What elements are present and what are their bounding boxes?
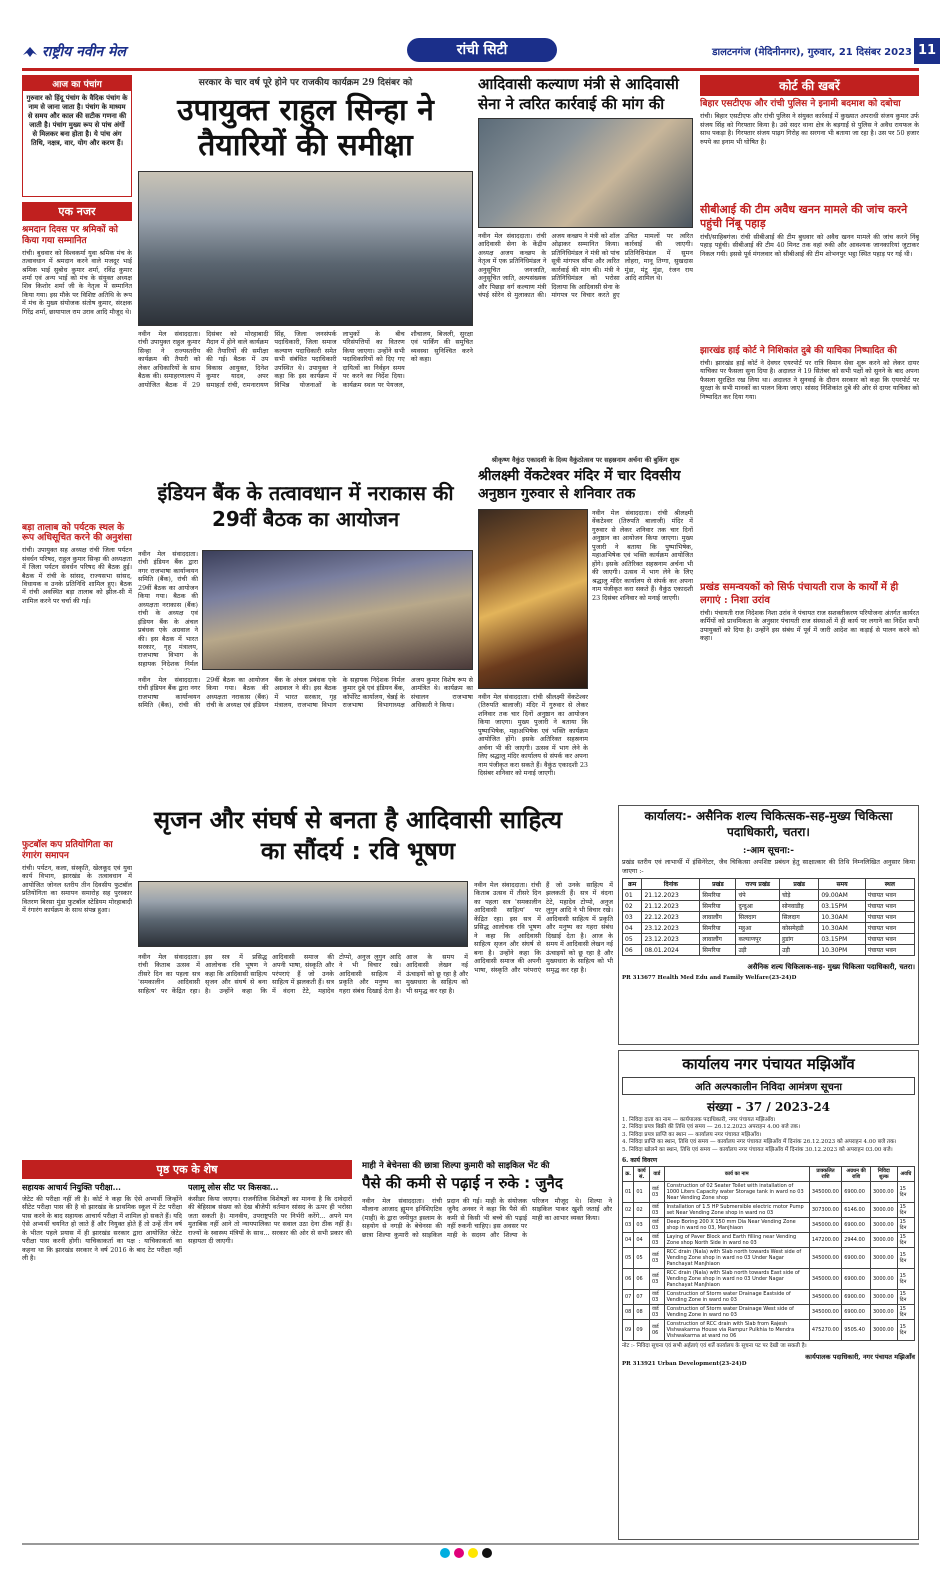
- bottom-s1-headline: सहायक आचार्य नियुक्ति परीक्षा...: [22, 1182, 121, 1192]
- mahi-story: [362, 1160, 612, 1538]
- table-row: [623, 934, 915, 945]
- panchang-title: आज का पंचांग: [23, 76, 131, 91]
- table-cell: 3000.00: [870, 1304, 897, 1319]
- table-cell: लावालौंग: [700, 934, 736, 945]
- table-cell: सिमरिया: [700, 923, 736, 934]
- main-body: नवीन मेल संवाददाता। रांची उपायुक्त राहुल कुमार सिन्हा ने राज्यस्तरीय कार्यक्रम की तैयारी को लेकर अधिकारियों के साथ बैठक की। समाहरणालय में आयोजित बैठक में 29 दिसंबर को मोरहाबादी मैदान में होने वाले कार्यक्रम की तैयारियों की समीक्षा की गई। बैठक में उप विकास आयुक्त, दिनेश कुमार यादव, अपर समाहर्ता रांची, रामनारायण सिंह, जिला जनसंपर्क पदाधिकारी, जिला समाज कल्याण पदाधिकारी समेत सभी संबंधित पदाधिकारी उपस्थित थे। उपायुक्त ने कहा कि इस कार्यक्रम में विभिन्न योजनाओं के लाभुकों के बीच परिसंपत्तियों का वितरण किया जाएगा। उन्होंने सभी पदाधिकारियों को दिए गए दायित्वों का निर्वहन समय पर करने का निर्देश दिया। कार्यक्रम स्थल पर पेयजल, शौचालय, बिजली, सुरक्षा एवं पार्किंग की समुचित व्यवस्था सुनिश्चित करने को कहा।: [138, 330, 473, 389]
- table-cell: 345000.00: [809, 1289, 841, 1304]
- dateline: डालटनगंज (मेदिनीनगर), गुरुवार, 21 दिसंबर 2023: [712, 47, 912, 58]
- notice-tender-subtitle: अति अल्पकालीन निविदा आमंत्रण सूचना: [622, 1077, 915, 1095]
- table-cell: 21.12.2023: [642, 890, 700, 901]
- notice-health-col-header: क्रम: [623, 879, 642, 890]
- print-registration-marks: [440, 1548, 492, 1558]
- bank-body-cont: नवीन मेल संवाददाता। रांची इंडियन बैंक द्वारा नगर राजभाषा कार्यान्वयन समिति (बैंक), रांची की 29वीं बैठक का आयोजन किया गया। बैठक की अध्यक्षता नराकास (बैंक) रांची के अध्यक्ष एवं इंडियन बैंक के अंचल प्रबंधक एके अग्रवाल ने की। इस बैठक में भारत सरकार, गृह मंत्रालय, राजभाषा विभाग के सहायक निदेशक निर्मल कुमार दुबे एवं इंडियन बैंक, कॉर्पोरेट कार्यालय, चेन्नई के राजभाषा विभागाध्यक्ष अजय कुमार विशेष रूप से आमंत्रित थे। कार्यक्रम का संचालन राजभाषा अधिकारी ने किया।: [138, 676, 473, 710]
- notice-health-table: [622, 878, 915, 956]
- mandir-body-cont: नवीन मेल संवाददाता। रांची श्रीलक्ष्मी वेंकटेश्वर (तिरुपति बालाजी) मंदिर में गुरुवार से लेकर शनिवार तक चार दिनों अनुष्ठान का आयोजन किया जाएगा। मुख्य पुजारी ने बताया कि पुष्पाभिषेक, महाअभिषेक एवं भक्ति कार्यक्रम आयोजित होंगे। इसके अतिरिक्त सहस्रनाम अर्चना भी की जाएगी। उत्सव में भाग लेने के लिए श्रद्धालु मंदिर कार्यालय से संपर्क कर अपना नाम पंजीकृत करा सकते हैं। वैकुंठ एकादशी 23 दिसंबर शनिवार को मनाई जाएगी।: [478, 693, 588, 778]
- table-cell: RCC drain (Nala) with Slab north towards West side of Vending Zone shop in ward no 03 Under Nagar Panchayat Manjhiaon: [664, 1247, 809, 1268]
- table-cell: 23.12.2023: [642, 923, 700, 934]
- table-cell: 3000.00: [870, 1319, 897, 1340]
- paper-name: राष्ट्रीय नवीन मेल: [42, 44, 126, 60]
- section-label: रांची सिटी: [407, 38, 557, 62]
- black-swatch-icon: [482, 1548, 492, 1558]
- table-cell: 345000.00: [809, 1217, 841, 1232]
- table-cell: 15 दिन: [897, 1268, 914, 1289]
- bottom-s2-body: कंसीडर किया जाएगा। राजनीतिक विशेषज्ञों का मानना है कि दावेदारों की बेहिसाब संख्या को देख बीजेपी वर्तमान सांसद के ऊपर ही भरोसा जता सकती है। मानवीय, उपराष्ट्रपति पर निर्भरी करेंगे... अपने मन मुताबिक नहीं आने तो न्यायपालिका पर सवाल उठा देना ठीक नहीं है। राज्यों के स्वास्थ्य मंत्रियों के साथ... सरकार की ओर से सभी प्रकार की सहायता दी जाएगी।: [188, 1195, 352, 1246]
- table-cell: Laying of Paver Block and Earth filling near Vending Zone shop North Side in ward no 03: [664, 1232, 809, 1247]
- notice-tender-col-header: अग्रधन की राशि: [842, 1166, 871, 1181]
- table-cell: 6900.00: [842, 1247, 871, 1268]
- court-s1-headline: बिहार एसटीएफ और रांची पुलिस ने इनामी बदमाश को दबोचा: [700, 99, 901, 109]
- court-s4-headline: प्रखंड समन्वयकों को सिर्फ पंचायती राज के कार्यों में ही लगाएं : निशा उरांव: [700, 582, 899, 606]
- table-cell: पंचायत भवन: [865, 912, 914, 923]
- notice-health-col-header: स्थल: [865, 879, 914, 890]
- notice-health-subtitle: :-आम सूचना:-: [743, 846, 794, 857]
- table-cell: 01: [623, 890, 642, 901]
- masthead: [22, 38, 937, 66]
- table-row: [623, 912, 915, 923]
- table-cell: पंचायत भवन: [865, 890, 914, 901]
- bank-photo: [202, 550, 473, 670]
- bottom-s3-headline2: पैसे की कमी से पढ़ाई न रुके : जुनैद: [362, 1174, 563, 1192]
- table-cell: 6900.00: [842, 1268, 871, 1289]
- court-s1-body: रांची। बिहार एसटीएफ और रांची पुलिस ने संयुक्त कार्रवाई में कुख्यात अपराधी संजय कुमार उर्फ संजय सिंह को गिरफ्तार किया है। उसे सदर थाना क्षेत्र के बड़गाईं से पुलिस ने अवैध रायफल के साथ पकड़ा है। गिरफ्तार संजय पाढ़ग गिरोह का सरगना भी बताया जा रहा है। उस पर 50 हजार रुपये का इनाम भी घोषित है।: [700, 112, 919, 146]
- table-cell: Deep Boring 200 X 150 mm Dia Near Vending Zone shop in ward no 03, Manjhiaon: [664, 1217, 809, 1232]
- table-cell: 3000.00: [870, 1289, 897, 1304]
- kalyan-headline: आदिवासी कल्याण मंत्री से आदिवासी सेना ने त्वरित कार्रवाई की मांग की: [478, 75, 679, 113]
- sahitya-photo: [138, 881, 468, 947]
- table-cell: 03: [634, 1217, 650, 1232]
- table-row: [623, 1289, 915, 1304]
- table-cell: उड़ी: [779, 945, 818, 956]
- continued-title: पृष्ठ एक के शेष: [22, 1160, 352, 1179]
- notice-health-title: कार्यालय:- असैनिक शल्य चिकित्सक-सह-मुख्य चिकित्सा पदाधिकारी, चतरा।: [644, 809, 893, 839]
- notice-tender-table: [622, 1166, 915, 1341]
- notice-health-pr: PR 313677 Health Med Edu and Family Welfare(23-24)D: [622, 975, 797, 982]
- bank-body: नवीन मेल संवाददाता। रांची इंडियन बैंक द्वारा नगर राजभाषा कार्यान्वयन समिति (बैंक), रांची की 29वीं बैठक का आयोजन किया गया। बैठक की अध्यक्षता नराकास (बैंक) रांची के अध्यक्ष एवं इंडियन बैंक के अंचल प्रबंधक एके अग्रवाल ने की। इस बैठक में भारत सरकार, गृह मंत्रालय, राजभाषा विभाग के सहायक निदेशक निर्मल: [138, 550, 198, 668]
- yellow-swatch-icon: [468, 1548, 478, 1558]
- table-cell: 09: [634, 1319, 650, 1340]
- notice-health-signature: असैनिक शल्य चिकित्सक-सह- मुख्य चिकित्सा पदाधिकारी, चतरा।: [747, 962, 915, 972]
- table-cell: सिलदाग: [779, 912, 818, 923]
- table-cell: वार्ड 06: [649, 1319, 664, 1340]
- table-cell: पंचायत भवन: [865, 945, 914, 956]
- table-cell: सिलदाग: [736, 912, 779, 923]
- table-cell: Installation of 1.5 HP Submersible electric motor Pump set Near Vending Zone shop in ward no 03: [664, 1202, 809, 1217]
- table-cell: 05: [634, 1247, 650, 1268]
- table-cell: 01: [623, 1181, 634, 1202]
- bank-headline: इंडियन बैंक के तत्वावधान में नराकास की 29वीं बैठक का आयोजन: [157, 481, 454, 531]
- table-cell: Construction of Storm water Drainage West side of Vending Zone in ward no 03: [664, 1304, 809, 1319]
- court-section: [700, 75, 919, 797]
- table-cell: 345000.00: [809, 1181, 841, 1202]
- notice-tender-col-header: निविदा शुल्क: [870, 1166, 897, 1181]
- notice-health: [618, 805, 919, 1045]
- table-cell: 03: [623, 912, 642, 923]
- kalyan-story: [478, 75, 693, 455]
- table-cell: 345000.00: [809, 1268, 841, 1289]
- table-cell: पंचायत भवन: [865, 934, 914, 945]
- court-s3-body: रांची। झारखंड हाई कोर्ट ने देवघर एयरपोर्ट पर रात्रि विमान सेवा शुरू करने को लेकर दायर याचिका पर फैसला सुना दिया है। अदालत ने 19 सितंबर को सभी पक्षों को सुनने के बाद अपना फैसला सुरक्षित रख लिया था। अदालत ने सुनवाई के दौरान सरकार को कहा कि एयरपोर्ट पर सुरक्षा के सभी मानकों का पालन किया जाए। सांसद निशिकांत दुबे की ओर से दायर याचिका को निष्पादित कर दिया गया।: [700, 359, 919, 401]
- bottom-s2-headline: पलामू लोस सीट पर किसका...: [188, 1182, 279, 1192]
- paper-logo-icon: [22, 44, 38, 58]
- notice-tender-title: कार्यालय नगर पंचायत मझिआँव: [682, 1055, 855, 1073]
- panchang-text: गुरुवार को हिंदू पंचांग के वैदिक पंचांग के नाम से जाना जाता है। पंचांग के माध्यम से समय और काल की सटीक गणना की जाती है। पंचांग मुख्य रूप से पांच अंगों से मिलकर बना होता है। ये पांच अंग तिथि, नक्षत्र, वार, योग और करण हैं।: [26, 94, 128, 147]
- table-cell: वार्ड 03: [649, 1181, 664, 1202]
- notice-tender-col-header: प्राक्कलित राशि: [809, 1166, 841, 1181]
- notice-tender-meta-line: 3. निविदा प्रपत्र प्राप्ति का स्थान — कार्यालय नगर पंचायत मझिआँव।: [622, 1131, 762, 1138]
- notice-health-col-header: राज्य प्रखंड: [736, 879, 779, 890]
- table-cell: 08: [634, 1304, 650, 1319]
- table-cell: Construction of RCC drain with Slab from Rajesh Vishwakarma House via Rampur Pulkhia to Mendra Vishwakarma at ward no 06: [664, 1319, 809, 1340]
- table-cell: सिमरिया: [700, 890, 736, 901]
- table-row: [623, 945, 915, 956]
- court-s4-body: रांची। पंचायती राज निदेशक निशा उरांव ने पंचायत राज सशक्तीकरण परियोजना अंतर्गत कार्यरत कर्मियों को प्राथमिकता के अनुसार पंचायती राज संस्थाओं में ही कार्य पर लगाने का निर्देश सभी उपायुक्तों को दिया है। उन्होंने इस संबंध में पूर्व में जारी आदेश का कड़ाई से पालन करने को कहा।: [700, 609, 919, 643]
- table-cell: लावालौंग: [700, 912, 736, 923]
- table-cell: पंचायत भवन: [865, 923, 914, 934]
- table-cell: 3000.00: [870, 1202, 897, 1217]
- table-cell: पंचायत भवन: [865, 901, 914, 912]
- table-cell: 15 दिन: [897, 1304, 914, 1319]
- table-cell: 6900.00: [842, 1289, 871, 1304]
- notice-tender-meta-line: 1. निविदा दाता का नाम — कार्यपालक पदाधिकारी, नगर पंचायत मझिआँव।: [622, 1117, 776, 1123]
- table-cell: 15 दिन: [897, 1232, 914, 1247]
- notice-tender-col-header: क्र.: [623, 1166, 634, 1181]
- table-cell: 345000.00: [809, 1304, 841, 1319]
- table-cell: 3000.00: [870, 1247, 897, 1268]
- story3-headline: फुटबॉल कप प्रतियोगिता का रंगारंग समापन: [22, 840, 113, 861]
- sahitya-headline: सृजन और संघर्ष से बनता है आदिवासी साहित्य का सौंदर्य : रवि भूषण: [153, 806, 563, 866]
- footer-rule: [22, 1543, 919, 1545]
- table-cell: RCC drain (Nala) with Slab north towards East side of Vending Zone shop in ward no 03 Under Nagar Panchayat Manjhiaon: [664, 1268, 809, 1289]
- table-cell: 04: [623, 1232, 634, 1247]
- table-row: [623, 923, 915, 934]
- table-cell: 3000.00: [870, 1181, 897, 1202]
- table-cell: 01: [634, 1181, 650, 1202]
- table-cell: 10.30PM: [819, 945, 865, 956]
- table-cell: सिमरिया: [700, 945, 736, 956]
- sahitya-story: [138, 805, 613, 1150]
- table-cell: 15 दिन: [897, 1319, 914, 1340]
- table-cell: 02: [623, 901, 642, 912]
- table-cell: चोड़े: [779, 890, 818, 901]
- notice-health-intro: प्रखंड स्तरीय एवं लाभार्थी में इंसिनेरेटर, जैव चिकित्सा अपशिष्ट प्रबंधन हेतु साक्षात्कार की तिथि निम्नलिखित अनुसार किया जाएगा :-: [622, 858, 915, 875]
- bank-story: [138, 480, 473, 798]
- table-cell: 06: [623, 1268, 634, 1289]
- notice-health-col-header: दिनांक: [642, 879, 700, 890]
- continued-col2: [188, 1182, 352, 1537]
- table-cell: 21.12.2023: [642, 901, 700, 912]
- notice-tender-meta-line: 5. निविदा खोलने का स्थान, तिथि एवं समय — कार्यालय नगर पंचायत मझिआँव में दिनांक 30.12.2023 को अपराहन 03.00 बजे।: [622, 1146, 893, 1153]
- table-cell: 15 दिन: [897, 1181, 914, 1202]
- table-row: [623, 1247, 915, 1268]
- table-row: [623, 1319, 915, 1340]
- table-cell: 475270.00: [809, 1319, 841, 1340]
- kalyan-photo: [478, 118, 693, 228]
- main-story: [138, 75, 473, 475]
- table-cell: वार्ड 03: [649, 1217, 664, 1232]
- ek-nazar-title: एक नजर: [22, 202, 132, 221]
- notice-health-col-header: समय: [819, 879, 865, 890]
- table-row: [623, 890, 915, 901]
- table-cell: Construction of Storm water Drainage Eastside of Vending Zone in ward no 03: [664, 1289, 809, 1304]
- story2-headline: बड़ा तालाब को पर्यटक स्थल के रूप अधिसूचित करने की अनुशंसा: [22, 522, 132, 544]
- court-s2-body: रांची/साहिबगंज। रांची सीबीआई की टीम बुधवार को अवैध खनन मामले की जांच करने निंबू पहाड़ पहुंची। सीबीआई की टीम 40 मिनट तक वहां रुकी और आवश्यक जानकारियां जुटाकर निकल गयी। इससे पूर्व मंगलवार को सीबीआई की टीम शोभनपुर भट्ठा स्थित पहाड़ पर गई थी।: [700, 232, 919, 258]
- table-row: [623, 901, 915, 912]
- table-cell: 22.12.2023: [642, 912, 700, 923]
- table-row: [623, 1202, 915, 1217]
- table-cell: 08: [623, 1304, 634, 1319]
- table-cell: 04: [634, 1232, 650, 1247]
- story1-body: रांची। बुधवार को विश्वकर्मा युवा श्रमिक मंच के तत्वावधान में श्रमदान करने वाले मजदूर भाई श्रमिक भाई सुबोध कुमार शर्मा, रविंद्र कुमार शर्मा एवं अन्य भाई को मंच के संयुक्त अध्यक्ष शिव किशोर शर्मा जी के नेतृत्व में सम्मानित किया गया। इस मौके पर विशिष्ट अतिथि के रूप में मंच के मुख्य संयोजक संतोष कुमार, संरक्षक गिरेंद्र शर्मा, छायापाल राम उराव आदि मौजूद थे।: [22, 248, 132, 316]
- kalyan-body: नवीन मेल संवाददाता। रांची आदिवासी सेना के केंद्रीय अध्यक्ष अजय कच्छप के नेतृत्व में एक प्रतिनिधिमंडल ने अनुसूचित जनजाति, अनुसूचित जाति, अल्पसंख्यक और पिछड़ा वर्ग कल्याण मंत्री चंपई सोरेन से मुलाकात की। अजय कच्छप ने मंत्री को शॉल ओढ़ाकर सम्मानित किया। प्रतिनिधिमंडल ने मंत्री को पांच सूत्री मांगपत्र सौंपा और त्वरित कार्रवाई की मांग की। मंत्री ने प्रतिनिधिमंडल को भरोसा दिलाया कि आदिवासी सेना के मांगपत्र पर विचार करते हुए उचित मामलों पर त्वरित कार्रवाई की जाएगी। प्रतिनिधिमंडल में सुमन लोहरा, मानू तिग्गा, सुखदास मुंडा, मंटू मुंडा, रंजन राय आदि शामिल थे।: [478, 232, 693, 300]
- table-cell: वार्ड 03: [649, 1202, 664, 1217]
- table-cell: वार्ड 03: [649, 1247, 664, 1268]
- table-cell: 10.30AM: [819, 923, 865, 934]
- masthead-rule: [22, 68, 919, 71]
- notice-tender-pr: PR 313921 Urban Development(23-24)D: [622, 1361, 747, 1368]
- court-s3-headline: झारखंड हाई कोर्ट ने निशिकांत दुबे की याचिका निष्पादित की: [700, 345, 897, 356]
- table-cell: 6900.00: [842, 1304, 871, 1319]
- table-cell: वार्ड 03: [649, 1268, 664, 1289]
- table-cell: 09: [623, 1319, 634, 1340]
- table-cell: 3000.00: [870, 1232, 897, 1247]
- table-cell: उड़ी: [736, 945, 779, 956]
- table-cell: कल्याणपुर: [736, 934, 779, 945]
- main-photo: [138, 171, 473, 326]
- mandir-body: नवीन मेल संवाददाता। रांची श्रीलक्ष्मी वेंकटेश्वर (तिरुपति बालाजी) मंदिर में गुरुवार से लेकर शनिवार तक चार दिनों अनुष्ठान का आयोजन किया जाएगा। मुख्य पुजारी ने बताया कि पुष्पाभिषेक, महाअभिषेक एवं भक्ति कार्यक्रम आयोजित होंगे। इसके अतिरिक्त सहस्रनाम अर्चना भी की जाएगी। उत्सव में भाग लेने के लिए श्रद्धालु मंदिर कार्यालय से संपर्क कर अपना नाम पंजीकृत करा सकते हैं। वैकुंठ एकादशी 23 दिसंबर शनिवार को मनाई जाएगी।: [592, 509, 693, 602]
- table-row: [623, 1268, 915, 1289]
- table-cell: 02: [623, 1202, 634, 1217]
- table-cell: 09.00AM: [819, 890, 865, 901]
- table-cell: 15 दिन: [897, 1217, 914, 1232]
- main-headline: उपायुक्त राहुल सिन्हा ने तैयारियों की समीक्षा: [177, 93, 434, 163]
- mandir-photo: [478, 509, 588, 689]
- panchang-box: [22, 75, 132, 197]
- table-cell: 05: [623, 934, 642, 945]
- sahitya-body: नवीन मेल संवाददाता। रांची किताब उत्सव में तीसरे दिन का पहला सत्र 'समकालीन आदिवासी साहित्य' पर केंद्रित रहा। इस सत्र में प्रसिद्ध आलोचक रवि भूषण ने कहा कि आदिवासी साहित्य सृजन और संघर्ष से बना है। उन्होंने कहा कि आदिवासी समाज की अपनी भाषा, संस्कृति और परंपराएं हैं जो उनके साहित्य में झलकती हैं। सत्र में वंदना टेटे, महादेव टोप्पो, अनुज लुगुन आदि ने भी विचार रखे। आदिवासी साहित्य में प्रकृति और मनुष्य का गहरा संबंध दिखाई देता है। आज के समय में आदिवासी लेखन नई ऊंचाइयों को छू रहा है और मुख्यधारा के साहित्य को भी समृद्ध कर रहा है।: [138, 953, 468, 995]
- court-title: कोर्ट की खबरें: [700, 75, 919, 96]
- table-cell: 9505.40: [842, 1319, 871, 1340]
- page-number: 11: [914, 38, 940, 64]
- notice-tender-col-header: अवधि: [897, 1166, 914, 1181]
- table-cell: 08.01.2024: [642, 945, 700, 956]
- bottom-s3-body: नवीन मेल संवाददाता। रांची मौलाना आजाद ह्यूमन इनिशिएटिव (माही) के द्वारा जमीयुत इस्लाम के सहयोग से नगड़ी के बेचेनसा की छात्रा शिल्पा कुमारी को साइकिल प्रदान की गई। माही के संयोजक जुनैद अनवर ने कहा कि पैसे की कमी से किसी भी बच्चे की पढ़ाई नहीं रुकनी चाहिए। इस अवसर पर माही के सदस्य और शिल्पा के परिजन मौजूद थे। शिल्पा ने साइकिल पाकर खुशी जताई और माही का आभार व्यक्त किया।: [362, 1197, 612, 1239]
- notice-tender-number: संख्या - 37 / 2023-24: [706, 1100, 831, 1114]
- notice-tender-col-header: कार्य का नाम: [664, 1166, 809, 1181]
- notice-tender-col-header: कार्य सं.: [634, 1166, 650, 1181]
- table-cell: 15 दिन: [897, 1247, 914, 1268]
- notice-tender: [618, 1050, 919, 1540]
- notice-tender-meta: [622, 1117, 915, 1154]
- table-cell: 02: [634, 1202, 650, 1217]
- magenta-swatch-icon: [454, 1548, 464, 1558]
- table-cell: 15 दिन: [897, 1202, 914, 1217]
- notice-tender-meta-line: 4. निविदा प्राप्ति का स्थान, तिथि एवं समय — कार्यालय नगर पंचायत मझिआँव में दिनांक 26.12.2023 को अपराहन 4.00 बजे तक।: [622, 1139, 897, 1146]
- table-cell: महुआ: [736, 923, 779, 934]
- table-cell: 2944.00: [842, 1232, 871, 1247]
- notice-tender-note: नोट :- निविदा सूचना एवं सभी अर्हताएं एवं शर्तें कार्यालय के सूचना पट पर देखी जा सकती है।: [622, 1342, 807, 1349]
- table-cell: सोनवाडीह: [779, 901, 818, 912]
- table-cell: 6900.00: [842, 1217, 871, 1232]
- story2-body: रांची। उपायुक्त सह अध्यक्ष रांची जिला पर्यटन संवर्धन परिषद, राहुल कुमार सिन्हा की अध्यक्षता में जिला पर्यटन संवर्धन परिषद की बैठक हुई। बैठक में रांची के सांसद, राज्यसभा सांसद, विधायक व उनके प्रतिनिधि शामिल हुए। बैठक में रांची अवस्थित बड़ा तालाब को झील-सी में शामिल करने पर चर्चा की गई।: [22, 546, 132, 605]
- continued-section: [22, 1160, 612, 1540]
- table-row: [623, 1304, 915, 1319]
- bottom-s3-headline: माही ने बेचेनसा की छात्रा शिल्पा कुमारी को साइकिल भेंट की: [362, 1161, 550, 1171]
- mandir-kicker: श्रीकृष्ण वैकुंठ एकादशी के दिव्य वैकुंठोत्सव पर सहस्रनाम अर्चना की बुकिंग शुरू: [491, 456, 680, 464]
- table-cell: सिमरिया: [700, 901, 736, 912]
- mandir-story: [478, 455, 693, 798]
- notice-health-col-header: प्रखंड: [779, 879, 818, 890]
- sahitya-body-side: नवीन मेल संवाददाता। रांची किताब उत्सव में तीसरे दिन का पहला सत्र 'समकालीन आदिवासी साहित्य' पर केंद्रित रहा। इस सत्र में प्रसिद्ध आलोचक रवि भूषण ने कहा कि आदिवासी साहित्य सृजन और संघर्ष से बना है। उन्होंने कहा कि आदिवासी समाज की अपनी भाषा, संस्कृति और परंपराएं हैं जो उनके साहित्य में झलकती हैं। सत्र में वंदना टेटे, महादेव टोप्पो, अनुज लुगुन आदि ने भी विचार रखे। आदिवासी साहित्य में प्रकृति और मनुष्य का गहरा संबंध दिखाई देता है। आज के समय में आदिवासी लेखन नई ऊंचाइयों को छू रहा है और मुख्यधारा के साहित्य को भी समृद्ध कर रहा है।: [474, 881, 613, 974]
- table-cell: कोसमेहडी: [779, 923, 818, 934]
- table-cell: 07: [634, 1289, 650, 1304]
- table-cell: 3000.00: [870, 1268, 897, 1289]
- table-cell: चंपे: [736, 890, 779, 901]
- table-cell: 15 दिन: [897, 1289, 914, 1304]
- table-row: [623, 1217, 915, 1232]
- ek-nazar-section: [22, 202, 132, 1240]
- table-cell: 6146.00: [842, 1202, 871, 1217]
- table-cell: 03: [623, 1217, 634, 1232]
- table-cell: वार्ड 03: [649, 1232, 664, 1247]
- table-cell: 06: [634, 1268, 650, 1289]
- table-cell: वार्ड 03: [649, 1304, 664, 1319]
- table-cell: वार्ड 03: [649, 1289, 664, 1304]
- table-cell: 10.30AM: [819, 912, 865, 923]
- table-cell: 3000.00: [870, 1217, 897, 1232]
- table-cell: 03.15PM: [819, 934, 865, 945]
- court-s2-headline: सीबीआई की टीम अवैध खनन मामले की जांच करने पहुंची निंबू पहाड़: [700, 203, 908, 230]
- table-cell: 07: [623, 1289, 634, 1304]
- table-cell: 03.15PM: [819, 901, 865, 912]
- table-cell: 04: [623, 923, 642, 934]
- notice-health-col-header: प्रखंड: [700, 879, 736, 890]
- table-cell: 345000.00: [809, 1247, 841, 1268]
- story3-body: रांची। पर्यटन, कला, संस्कृति, खेलकूद एवं युवा कार्य विभाग, झारखंड के तत्वावधान में आयोजित जोनल स्तरीय तीन दिवसीय फुटबॉल प्रतियोगिता का समापन समारोह सह पुरस्कार वितरण बिरसा मुंडा फुटबॉल स्टेडियम मोरहाबादी में रंगारंग कार्यक्रम के साथ संपन्न हुआ।: [22, 863, 132, 915]
- mandir-headline: श्रीलक्ष्मी वेंकटेश्वर मंदिर में चार दिवसीय अनुष्ठान गुरुवार से शनिवार तक: [478, 468, 681, 503]
- notice-tender-col-header: वार्ड: [649, 1166, 664, 1181]
- table-cell: 05: [623, 1247, 634, 1268]
- notice-tender-meta-line: 2. निविदा प्रपत्र बिक्री की तिथि एवं समय — 26.12.2023 अपराहन 4.00 बजे तक।: [622, 1124, 801, 1131]
- main-kicker: सरकार के चार वर्ष पूरे होने पर राजकीय कार्यक्रम 29 दिसंबर को: [198, 78, 413, 88]
- continued-col1: [22, 1182, 182, 1537]
- cyan-swatch-icon: [440, 1548, 450, 1558]
- table-row: [623, 1232, 915, 1247]
- table-cell: 6900.00: [842, 1181, 871, 1202]
- table-cell: दुन्दुआ: [736, 901, 779, 912]
- table-cell: Construction of 02 Seater Toilet with installation of 1000 Liters Capacity water Storage tank in ward no 03 Near Vending Zone shop: [664, 1181, 809, 1202]
- table-row: [623, 1181, 915, 1202]
- table-cell: 23.12.2023: [642, 934, 700, 945]
- notice-tender-table-title: 6. कार्य विवरण: [622, 1156, 658, 1164]
- story1-headline: श्रमदान दिवस पर श्रमिकों को किया गया सम्मानित: [22, 225, 118, 246]
- table-cell: हुडांग: [779, 934, 818, 945]
- bottom-s1-body: जेटेट की परीक्षा नहीं ली है। कोर्ट ने कहा कि ऐसे अभ्यर्थी जिन्होंने सीटेट परीक्षा पास की है वो झारखंड के प्राथमिक स्कूल में टेट परीक्षा पास करने के बाद सहायक आचार्य परीक्षा में शामिल हो सकते हैं। यदि ऐसे अभ्यर्थी चयनित हो जाते हैं और नियुक्त होते हैं तो उन्हें तीन वर्ष के भीतर पहले प्रयास में ही झारखंड सरकार द्वारा आयोजित जेटेट परीक्षा पास करनी होगी। याचिकाकर्ता का पक्ष : याचिकाकर्ता का कहना था कि झारखंड सरकार ने वर्ष 2016 के बाद टेट परीक्षा नहीं ली है।: [22, 1195, 182, 1263]
- notice-tender-signature: कार्यपालक पदाधिकारी, नगर पंचायत मझिआँव: [805, 1353, 915, 1362]
- table-cell: 06: [623, 945, 642, 956]
- table-cell: 307300.00: [809, 1202, 841, 1217]
- table-cell: 147200.00: [809, 1232, 841, 1247]
